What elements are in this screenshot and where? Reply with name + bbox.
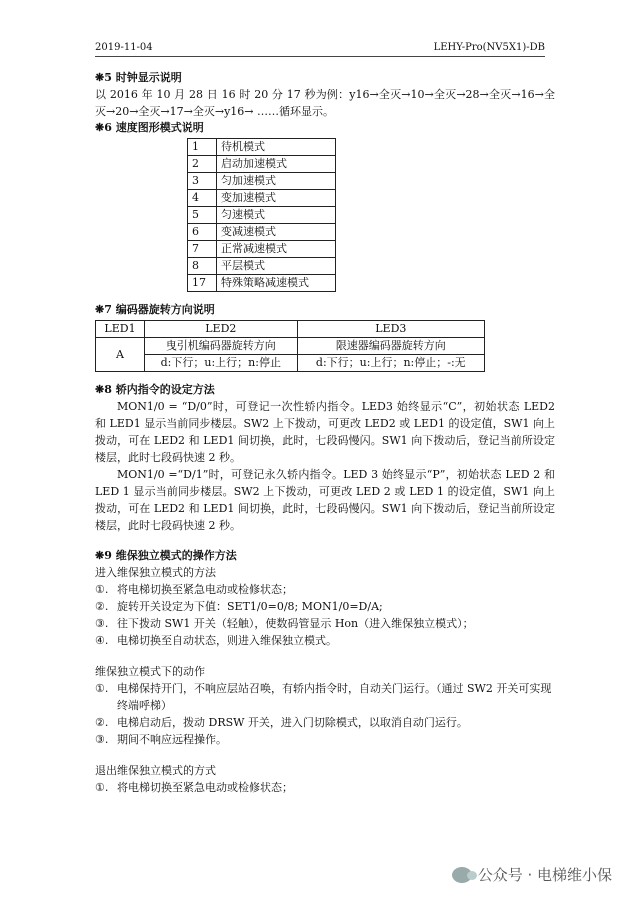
table-row	[188, 275, 336, 292]
list-item: ③. 往下拨动 SW1 开关（轻触），使数码管显示 Hon（进入维保独立模式）；	[95, 617, 474, 630]
list-item: ①. 将电梯切换至紧急电动或检修状态；	[95, 781, 293, 794]
section-5-body: 以 2016 年 10 月 28 日 16 时 20 分 17 秒为例：y16→全灭→10→全灭→28→全灭→16→全灭→20→全灭→17→全灭→y16→ ……循环显示。	[95, 88, 555, 118]
watermark-text: 公众号 · 电梯维小保	[477, 866, 612, 884]
list-item: ②. 电梯启动后，拨动 DRSW 开关，进入门切除模式，以取消自动门运行。	[95, 716, 468, 729]
list-item: ①. 将电梯切换至紧急电动或检修状态；	[95, 583, 293, 596]
header-led3: LED3	[297, 321, 484, 338]
wechat-icon	[452, 867, 472, 883]
header-date: 2019-11-04	[95, 42, 153, 53]
header-doc-id: LEHY-Pro(NV5X1)-DB	[433, 42, 545, 53]
mode-number: 17	[188, 275, 217, 292]
led2-meaning: 曳引机编码器旋转方向	[145, 338, 298, 355]
mode-name: 启动加速模式	[217, 156, 336, 173]
mode-number: 4	[188, 190, 217, 207]
mode-number: 6	[188, 224, 217, 241]
section-7-title: ❋7 编码器旋转方向说明	[95, 303, 215, 316]
table-row	[188, 224, 336, 241]
mode-number: 3	[188, 173, 217, 190]
mode-number: 8	[188, 258, 217, 275]
mode-action-heading: 维保独立模式下的动作	[95, 665, 205, 678]
list-item: ④. 电梯切换至自动状态，则进入维保独立模式。	[95, 634, 337, 647]
list-item: ③. 期间不响应远程操作。	[95, 733, 227, 746]
section-6-title: ❋6 速度图形模式说明	[95, 121, 204, 134]
table-row	[96, 355, 485, 372]
mode-number: 2	[188, 156, 217, 173]
mode-name: 待机模式	[217, 139, 336, 156]
mode-name: 平层模式	[217, 258, 336, 275]
table-row	[96, 338, 485, 355]
section-9-title: ❋9 维保独立模式的操作方法	[95, 549, 237, 562]
section-8-title: ❋8 轿内指令的设定方法	[95, 383, 215, 396]
encoder-direction-table	[95, 320, 485, 372]
led1-value: A	[96, 338, 145, 372]
mode-name: 变加速模式	[217, 190, 336, 207]
exit-mode-heading: 退出维保独立模式的方式	[95, 764, 216, 777]
table-row	[188, 241, 336, 258]
mode-name: 匀速模式	[217, 207, 336, 224]
list-item: ②. 旋转开关设定为下值：SET1/0=0/8; MON1/0=D/A;	[95, 600, 383, 613]
list-item: ①. 电梯保持开门，不响应层站召唤，有轿内指令时，自动关门运行。（通过 SW2 开关可实现终端呼梯）	[95, 682, 552, 712]
section-8-para-1: MON1/0 = “D/0”时，可登记一次性轿内指令。LED3 始终显示“C”，初始状态 LED2 和 LED1 显示当前同步楼层。SW2 上下拨动，可更改 LED2 或 LED1 的设定值，SW1 向上拨动，可在 LED2 和 LED1 间切换，此时，七段码慢闪。SW1 向下拨动后，登记当前所设定楼层，此时七段码快速 2 秒。	[95, 400, 555, 464]
document-body	[95, 70, 555, 796]
header-led1: LED1	[96, 321, 145, 338]
table-row	[188, 173, 336, 190]
section-5-title: ❋5 时钟显示说明	[95, 71, 182, 84]
mode-number: 1	[188, 139, 217, 156]
mode-number: 5	[188, 207, 217, 224]
table-row	[188, 258, 336, 275]
table-header-row	[96, 321, 485, 338]
mode-name: 正常减速模式	[217, 241, 336, 258]
table-row	[188, 156, 336, 173]
page-header	[95, 40, 545, 57]
mode-number: 7	[188, 241, 217, 258]
led3-meaning: 限速器编码器旋转方向	[297, 338, 484, 355]
enter-mode-heading: 进入维保独立模式的方法	[95, 566, 216, 579]
table-row	[188, 139, 336, 156]
mode-name: 特殊策略减速模式	[217, 275, 336, 292]
table-row	[188, 190, 336, 207]
section-8-para-2: MON1/0 =“D/1”时，可登记永久轿内指令。LED 3 始终显示“P”，初始状态 LED 2 和 LED 1 显示当前同步楼层。SW2 上下拨动，可更改 LED 2 或 LED 1 的设定值，SW1 向上拨动，可在 LED2 和 LED1 间切换，此时，七段码慢闪。SW1 向下拨动后，登记当前所设定楼层，此时七段码快速 2 秒。	[95, 468, 555, 532]
led2-codes: d:下行；u:上行；n:停止	[145, 355, 298, 372]
table-row	[188, 207, 336, 224]
mode-name: 匀加速模式	[217, 173, 336, 190]
mode-name: 变减速模式	[217, 224, 336, 241]
speed-mode-table	[187, 138, 336, 292]
watermark	[452, 864, 612, 885]
header-led2: LED2	[145, 321, 298, 338]
led3-codes: d:下行；u:上行；n:停止；-:无	[297, 355, 484, 372]
